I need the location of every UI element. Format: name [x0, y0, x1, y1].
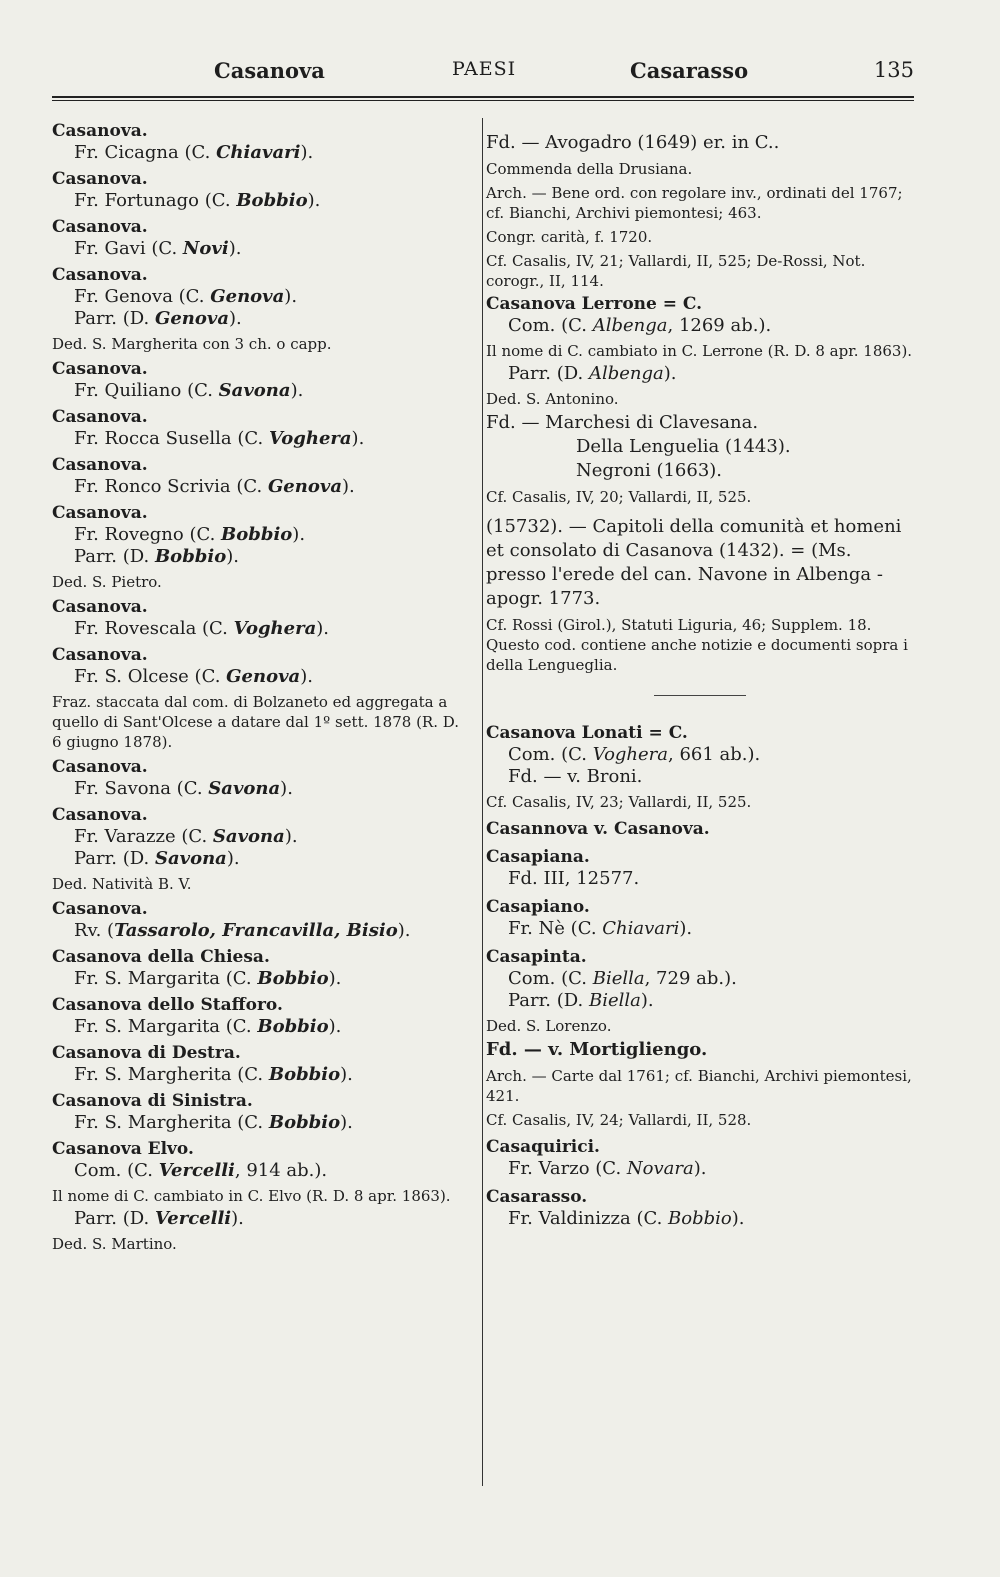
reference-note: Cf. Rossi (Girol.), Statuti Liguria, 46; Supplem. 18. Questo cod. contiene anche notizie e documenti sopra i della Lengueglia. — [486, 616, 908, 674]
reference-note: Cf. Casalis, IV, 20; Vallardi, II, 525. — [486, 488, 752, 506]
entry-line — [52, 920, 462, 942]
page-number: 135 — [873, 58, 914, 82]
entry — [52, 804, 462, 894]
entry — [52, 120, 462, 164]
entry-line — [52, 308, 462, 330]
entry-line — [52, 190, 462, 212]
entry-line: Parr. (D. Albenga). — [508, 363, 677, 384]
place-name: Bobbio — [236, 190, 308, 211]
commenda-note: Commenda della Drusiana. — [486, 160, 693, 178]
line-text: ). — [340, 1064, 353, 1085]
place-name: Vercelli — [154, 1208, 232, 1229]
fd-line: Negroni (1663). — [576, 460, 723, 481]
place-name: Novi — [182, 238, 229, 259]
place-name: Voghera — [233, 618, 317, 639]
place-name: Bobbio — [257, 968, 329, 989]
entry-line — [52, 1208, 462, 1230]
line-text: Fr. Rocca Susella (C. — [74, 428, 269, 449]
entry-line — [52, 546, 462, 568]
entry — [52, 644, 462, 752]
entry-heading: Casanova. — [52, 217, 148, 237]
entry-line — [52, 618, 462, 640]
entry-heading: Casanova della Chiesa. — [52, 947, 270, 967]
entry-line — [52, 238, 462, 260]
entry-line — [52, 826, 462, 848]
entry-note: Ded. Natività B. V. — [52, 875, 192, 893]
entry-line — [52, 428, 462, 450]
entry-line — [52, 1160, 462, 1182]
entry-heading: Casanova Lonati = C. — [486, 723, 688, 743]
line-text: Fr. Fortunago (C. — [74, 190, 237, 211]
entry-heading: Casanova. — [52, 899, 148, 919]
entry-line: Fr. Varzo (C. Novara). — [508, 1158, 707, 1179]
entry-heading: Casapiano. — [486, 897, 590, 917]
entry — [52, 946, 462, 990]
line-text: Parr. (D. — [74, 1208, 155, 1229]
line-text: Fr. Savona (C. — [74, 778, 209, 799]
entry-line: Fd. III, 12577. — [508, 868, 640, 889]
entry-note: Ded. S. Martino. — [52, 1235, 177, 1253]
entry-heading: Casanova dello Stafforo. — [52, 995, 283, 1015]
entry-note: Ded. S. Margherita con 3 ch. o capp. — [52, 335, 332, 353]
line-text: Fr. Genova (C. — [74, 286, 211, 307]
line-text: Fr. S. Olcese (C. — [74, 666, 227, 687]
entry-heading: Casanova. — [52, 757, 148, 777]
entry-heading: Casanova di Sinistra. — [52, 1091, 253, 1111]
reference-note: Cf. Casalis, IV, 21; Vallardi, II, 525; De-Rossi, Not. corogr., II, 114. — [486, 252, 866, 290]
entry-heading: Casanova. — [52, 121, 148, 141]
entry-line: Fr. Valdinizza (C. Bobbio). — [508, 1208, 745, 1229]
entry-line — [52, 524, 462, 546]
header-left-catchword: Casanova — [214, 58, 325, 83]
fd-line: Fd. — Avogadro (1649) er. in C.. — [486, 132, 780, 153]
fd-line: Della Lenguelia (1443). — [576, 436, 791, 457]
right-column — [486, 131, 914, 1230]
place-name: Chiavari — [216, 142, 301, 163]
entry-line — [52, 778, 462, 800]
entry-line: Com. (C. Voghera, 661 ab.). — [508, 744, 761, 765]
entry-heading: Casanova. — [52, 503, 148, 523]
entry-heading: Casanova Elvo. — [52, 1139, 194, 1159]
entry — [52, 454, 462, 498]
place-name: Bobbio — [221, 524, 293, 545]
line-text: ). — [328, 968, 342, 989]
line-text: Fr. Varazze (C. — [74, 826, 213, 847]
archive-note: Arch. — Carte dal 1761; cf. Bianchi, Archivi piemontesi, 421. — [486, 1067, 912, 1105]
place-name: Genova — [226, 666, 301, 687]
entry-heading: Casapiana. — [486, 847, 590, 867]
line-text: Fr. Ronco Scrivia (C. — [74, 476, 268, 497]
entry-line — [52, 1064, 462, 1086]
entry — [52, 406, 462, 450]
entry — [52, 756, 462, 800]
place-name: Bobbio — [154, 546, 227, 567]
line-text: ). — [290, 380, 304, 401]
place-name: Savona — [218, 380, 291, 401]
line-text: Rv. ( — [74, 920, 115, 941]
entry-line: Com. (C. Albenga, 1269 ab.). — [508, 315, 772, 336]
congr-note: Congr. carità, f. 1720. — [486, 228, 653, 246]
line-text: ). — [280, 778, 293, 799]
place-name: Savona — [212, 826, 285, 847]
line-text: ). — [284, 826, 298, 847]
entry-note: Fraz. staccata dal com. di Bolzaneto ed aggregata a quello di Sant'Olcese a datare dal 1º sett. 1878 (R. D. 6 giugno 1878). — [52, 693, 460, 751]
place-name: Savona — [208, 778, 281, 799]
entry — [52, 596, 462, 640]
line-text: ). — [292, 524, 306, 545]
entry — [52, 502, 462, 592]
line-text: ). — [300, 666, 313, 687]
entry-heading: Casanova. — [52, 645, 148, 665]
rename-note: Il nome di C. cambiato in C. Lerrone (R. D. 8 apr. 1863). — [486, 342, 913, 360]
entry-heading: Casannova v. Casanova. — [486, 819, 710, 839]
entry-line — [52, 666, 462, 688]
line-text: Fr. Cicagna (C. — [74, 142, 217, 163]
line-text: Fr. Gavi (C. — [74, 238, 183, 259]
line-text: ). — [340, 1112, 353, 1133]
archive-note: Arch. — Bene ord. con regolare inv., ordinati del 1767; cf. Bianchi, Archivi piemontesi; 463. — [486, 184, 903, 222]
line-text: Fr. S. Margarita (C. — [74, 968, 258, 989]
entry — [52, 1042, 462, 1086]
line-text: ). — [307, 190, 321, 211]
line-text: Parr. (D. — [74, 546, 155, 567]
place-name: Tassarolo, Francavilla, Bisio — [114, 920, 398, 941]
entry-heading: Casarasso. — [486, 1187, 588, 1207]
entry-heading: Casapinta. — [486, 947, 587, 967]
place-name: Genova — [210, 286, 285, 307]
place-name: Savona — [154, 848, 227, 869]
line-text: Parr. (D. — [74, 308, 155, 329]
line-text: ). — [284, 286, 298, 307]
line-text: ). — [300, 142, 314, 163]
line-text: ). — [231, 1208, 244, 1229]
entry-line — [52, 142, 462, 164]
dedication-note: Ded. S. Lorenzo. — [486, 1017, 612, 1035]
header-rule-thick — [52, 96, 914, 98]
entry — [52, 216, 462, 260]
fd-line: Fd. — v. Mortigliengo. — [486, 1039, 708, 1060]
entry-heading: Casanova. — [52, 805, 148, 825]
line-text: ). — [328, 1016, 342, 1037]
header-section-title: PAESI — [452, 58, 517, 80]
place-name: Bobbio — [257, 1016, 329, 1037]
entry-line: Fr. Nè (C. Chiavari). — [508, 918, 693, 939]
entry-heading: Casanova. — [52, 359, 148, 379]
line-text: Fr. S. Margherita (C. — [74, 1064, 269, 1085]
header-rule-thin — [52, 100, 914, 101]
reference-note: Cf. Casalis, IV, 24; Vallardi, II, 528. — [486, 1111, 752, 1129]
entry-note: Il nome di C. cambiato in C. Elvo (R. D. 8 apr. 1863). — [52, 1187, 451, 1205]
entry-heading: Casanova. — [52, 597, 148, 617]
entry — [52, 358, 462, 402]
entry — [52, 264, 462, 354]
entry-line: Com. (C. Biella, 729 ab.). — [508, 968, 737, 989]
entry-line — [52, 968, 462, 990]
place-name: Bobbio — [268, 1112, 341, 1133]
entry — [52, 994, 462, 1038]
entry-heading: Casanova di Destra. — [52, 1043, 241, 1063]
entry-line: Fd. — v. Broni. — [508, 766, 643, 787]
reference-note: Cf. Casalis, IV, 23; Vallardi, II, 525. — [486, 793, 752, 811]
entry-line — [52, 380, 462, 402]
line-text: Fr. Quiliano (C. — [74, 380, 219, 401]
entry-heading: Casanova. — [52, 455, 148, 475]
line-text: , 914 ab.). — [234, 1160, 328, 1181]
entry-heading: Casanova Lerrone = C. — [486, 294, 703, 314]
place-name: Bobbio — [268, 1064, 341, 1085]
fd-line: Fd. — Marchesi di Clavesana. — [486, 412, 759, 433]
entry-line — [52, 476, 462, 498]
place-name: Vercelli — [158, 1160, 235, 1181]
line-text: ). — [229, 308, 242, 329]
section-separator — [654, 695, 746, 696]
line-text: Fr. S. Margherita (C. — [74, 1112, 269, 1133]
entry-line — [52, 1016, 462, 1038]
entry-heading: Casanova. — [52, 169, 148, 189]
entry-line — [52, 286, 462, 308]
place-name: Genova — [154, 308, 230, 329]
line-text: ). — [316, 618, 329, 639]
place-name: Voghera — [268, 428, 352, 449]
header-right-catchword: Casarasso — [630, 58, 749, 83]
entry — [52, 898, 462, 942]
column-divider — [482, 118, 483, 1486]
line-text: ). — [341, 476, 355, 497]
entry — [52, 1138, 462, 1254]
place-name: Genova — [267, 476, 342, 497]
entry — [52, 168, 462, 212]
line-text: Fr. Rovescala (C. — [74, 618, 234, 639]
entry-heading: Casanova. — [52, 407, 148, 427]
entry-heading: Casaquirici. — [486, 1137, 600, 1157]
line-text: ). — [228, 238, 242, 259]
line-text: Com. (C. — [74, 1160, 159, 1181]
entry — [52, 1090, 462, 1134]
entry-line — [52, 848, 462, 870]
running-header — [52, 58, 914, 94]
line-text: ). — [226, 848, 240, 869]
entry-line — [52, 1112, 462, 1134]
line-text: Fr. Rovegno (C. — [74, 524, 222, 545]
line-text: Fr. S. Margarita (C. — [74, 1016, 258, 1037]
dedication-note: Ded. S. Antonino. — [486, 390, 619, 408]
entry-note: Ded. S. Pietro. — [52, 573, 162, 591]
line-text: ). — [226, 546, 239, 567]
line-text: Parr. (D. — [74, 848, 155, 869]
entry-line: Parr. (D. Biella). — [508, 990, 654, 1011]
line-text: ). — [351, 428, 365, 449]
capitoli-text: (15732). — Capitoli della comunità et homeni et consolato di Casanova (1432). = (Ms. presso l'erede del can. Navone in Albenga - apogr. 1773. — [486, 516, 902, 609]
left-column — [52, 120, 462, 1258]
entry-heading: Casanova. — [52, 265, 148, 285]
line-text: ). — [397, 920, 411, 941]
